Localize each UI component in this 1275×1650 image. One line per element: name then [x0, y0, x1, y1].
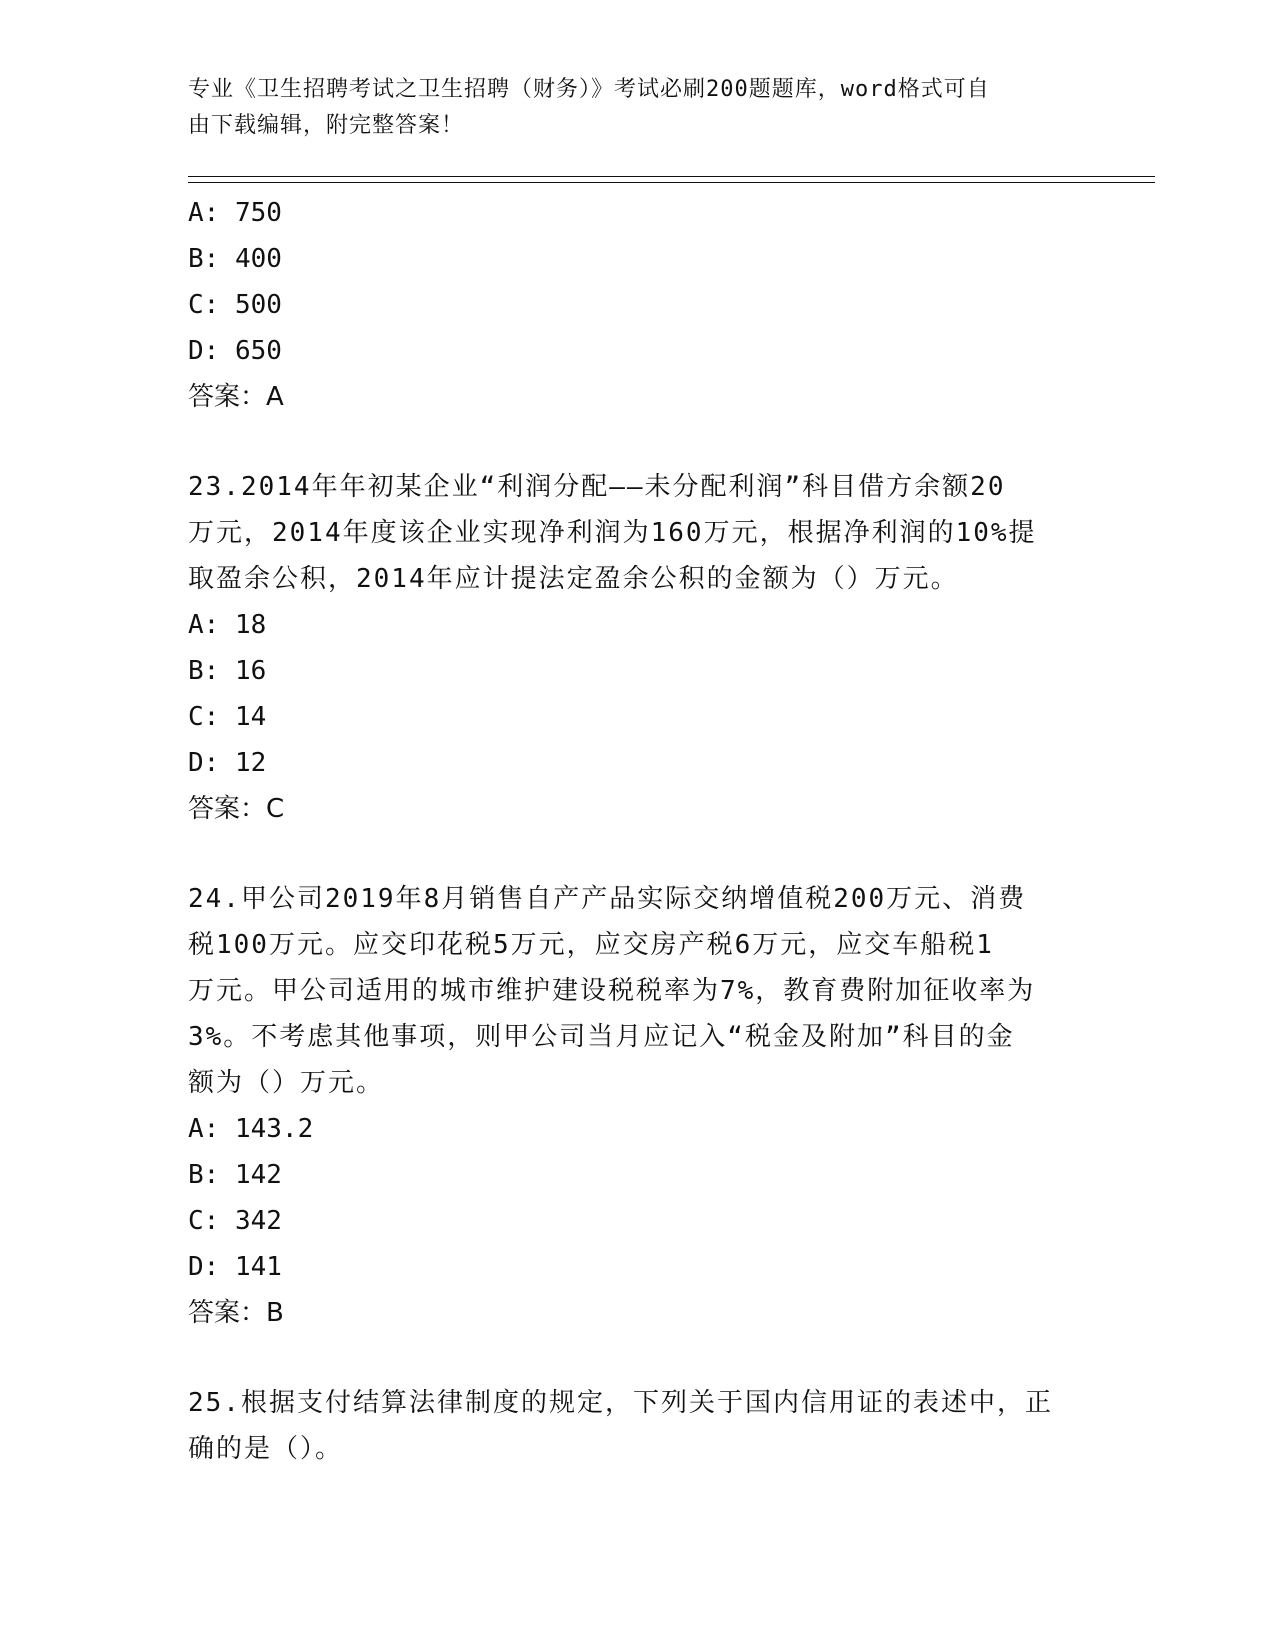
header-divider-bottom	[188, 182, 1155, 183]
question-line: 取盈余公积，2014年应计提法定盈余公积的金额为（）万元。	[188, 564, 959, 594]
option-b: B: 142	[188, 1160, 282, 1190]
option-a: A: 750	[188, 198, 282, 228]
option-d: D: 141	[188, 1252, 282, 1282]
question-line: 万元，2014年度该企业实现净利润为160万元，根据净利润的10%提	[188, 518, 1037, 548]
option-d: D: 12	[188, 748, 267, 778]
question-line: 24.甲公司2019年8月销售自产产品实际交纳增值税200万元、消费	[188, 884, 1027, 914]
option-c: C: 500	[188, 290, 282, 320]
option-a: A: 18	[188, 610, 267, 640]
question-23	[188, 464, 1088, 832]
header-divider-top	[188, 176, 1155, 177]
question-text	[188, 1380, 1088, 1472]
question-22-tail	[188, 190, 1088, 420]
option-a: A: 143.2	[188, 1114, 314, 1144]
question-line: 额为（）万元。	[188, 1068, 385, 1098]
option-b: B: 400	[188, 244, 282, 274]
option-d: D: 650	[188, 336, 282, 366]
question-text	[188, 876, 1088, 1106]
header-line-2: 由下载编辑，附完整答案！	[188, 113, 465, 138]
option-c: C: 14	[188, 702, 267, 732]
option-b: B: 16	[188, 656, 267, 686]
question-line: 万元。甲公司适用的城市维护建设税税率为7%，教育费附加征收率为	[188, 976, 1036, 1006]
header-line-1: 专业《卫生招聘考试之卫生招聘（财务）》考试必刷200题题库，word格式可自	[188, 77, 990, 102]
question-line: 税100万元。应交印花税5万元，应交房产税6万元，应交车船税1	[188, 930, 994, 960]
answer: 答案：A	[188, 382, 284, 412]
document-header	[188, 72, 1068, 144]
answer: 答案：B	[188, 1298, 284, 1328]
document-body	[188, 190, 1088, 1472]
question-24	[188, 876, 1088, 1336]
answer: 答案：C	[188, 794, 285, 824]
option-c: C: 342	[188, 1206, 282, 1236]
question-line: 23.2014年年初某企业“利润分配——未分配利润”科目借方余额20	[188, 472, 1006, 502]
question-line: 确的是（）。	[188, 1434, 344, 1464]
question-text	[188, 464, 1088, 602]
question-line: 25.根据支付结算法律制度的规定，下列关于国内信用证的表述中，正	[188, 1388, 1053, 1418]
question-25	[188, 1380, 1088, 1472]
question-line: 3%。不考虑其他事项，则甲公司当月应记入“税金及附加”科目的金	[188, 1022, 1015, 1052]
